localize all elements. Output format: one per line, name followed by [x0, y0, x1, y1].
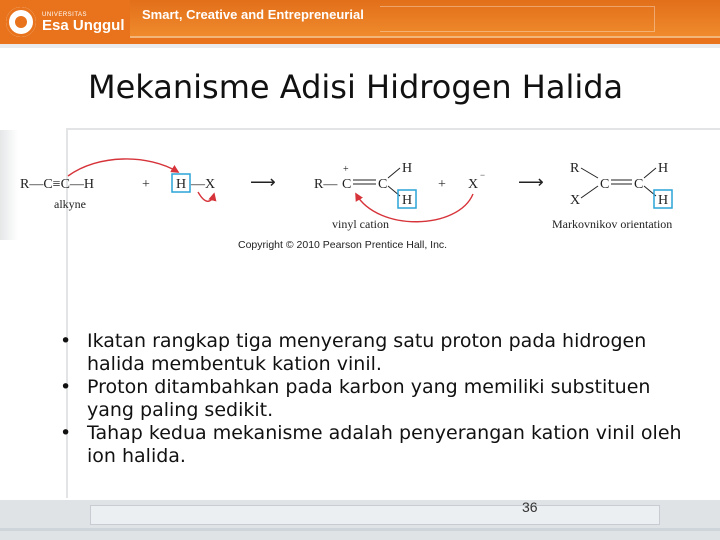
cation-charge: + [343, 164, 349, 175]
bullet-text: Tahap kedua mekanisme adalah penyerangan kation vinil oleh ion halida. [87, 422, 682, 467]
product-carbon-2: C [634, 177, 644, 192]
header-decoration [380, 6, 655, 32]
product-bond-x [581, 186, 598, 198]
alkyne-label: alkyne [54, 197, 86, 211]
plus-sign-1: + [142, 177, 150, 192]
frame-horizontal-line [66, 128, 720, 130]
reaction-arrow-1: ⟶ [250, 172, 276, 192]
halide-charge: − [480, 170, 486, 180]
bullet-text: Proton ditambahkan pada karbon yang memiliki substituen yang paling sedikit. [87, 376, 651, 421]
header-bar [0, 0, 720, 44]
cation-top-h: H [402, 161, 413, 176]
tagline: Smart, Creative and Entrepreneurial [142, 7, 364, 22]
logo-emblem-icon [6, 7, 36, 37]
copyright-text: Copyright © 2010 Pearson Prentice Hall, Inc. [238, 239, 448, 251]
footer-inner [90, 505, 660, 525]
university-logo [6, 4, 125, 40]
product-carbon-1: C [600, 177, 610, 192]
plus-sign-2: + [438, 177, 446, 192]
reagent-x: —X [191, 177, 216, 192]
bullet-list [60, 330, 700, 468]
cation-label: vinyl cation [332, 217, 389, 231]
bullet-item [60, 376, 700, 422]
product-bond-top-h [644, 168, 656, 178]
side-shade [0, 130, 18, 240]
page-number: 36 [522, 499, 538, 515]
product-x: X [570, 193, 581, 208]
bullet-symbol: • [60, 330, 72, 352]
curved-arrow-1 [68, 159, 178, 176]
cation-carbon-2: C [378, 177, 388, 192]
product-bond-r [581, 168, 598, 178]
footer-bar [0, 500, 720, 540]
bullet-item [60, 422, 700, 468]
logo-name: Esa Unggul [42, 16, 125, 34]
curved-arrow-2 [198, 192, 214, 201]
bullet-item [60, 330, 700, 376]
product-label: Markovnikov orientation [552, 217, 673, 231]
cation-r: R— [314, 177, 338, 192]
reagent-h: H [176, 177, 187, 192]
slide-title: Mekanisme Adisi Hidrogen Halida [88, 68, 624, 106]
product-top-h: H [658, 161, 669, 176]
halide-ion: X [468, 177, 479, 192]
reactant-chain: R—C≡C—H [20, 177, 95, 192]
bullet-symbol: • [60, 422, 72, 444]
product-bottom-h: H [658, 193, 669, 208]
bullet-text: Ikatan rangkap tiga menyerang satu proton pada hidrogen halida membentuk kation vinil. [87, 330, 647, 375]
logo-small-text: UNIVERSITAS [42, 11, 88, 18]
cation-carbon-1: C [342, 177, 352, 192]
bullet-symbol: • [60, 376, 72, 398]
product-r: R [570, 161, 580, 176]
cation-bottom-h: H [402, 193, 413, 208]
logo-text [42, 12, 125, 33]
bond-to-top-h [388, 168, 400, 178]
footer-line [0, 528, 720, 531]
reaction-arrow-2: ⟶ [518, 172, 544, 192]
reaction-scheme [18, 150, 708, 255]
